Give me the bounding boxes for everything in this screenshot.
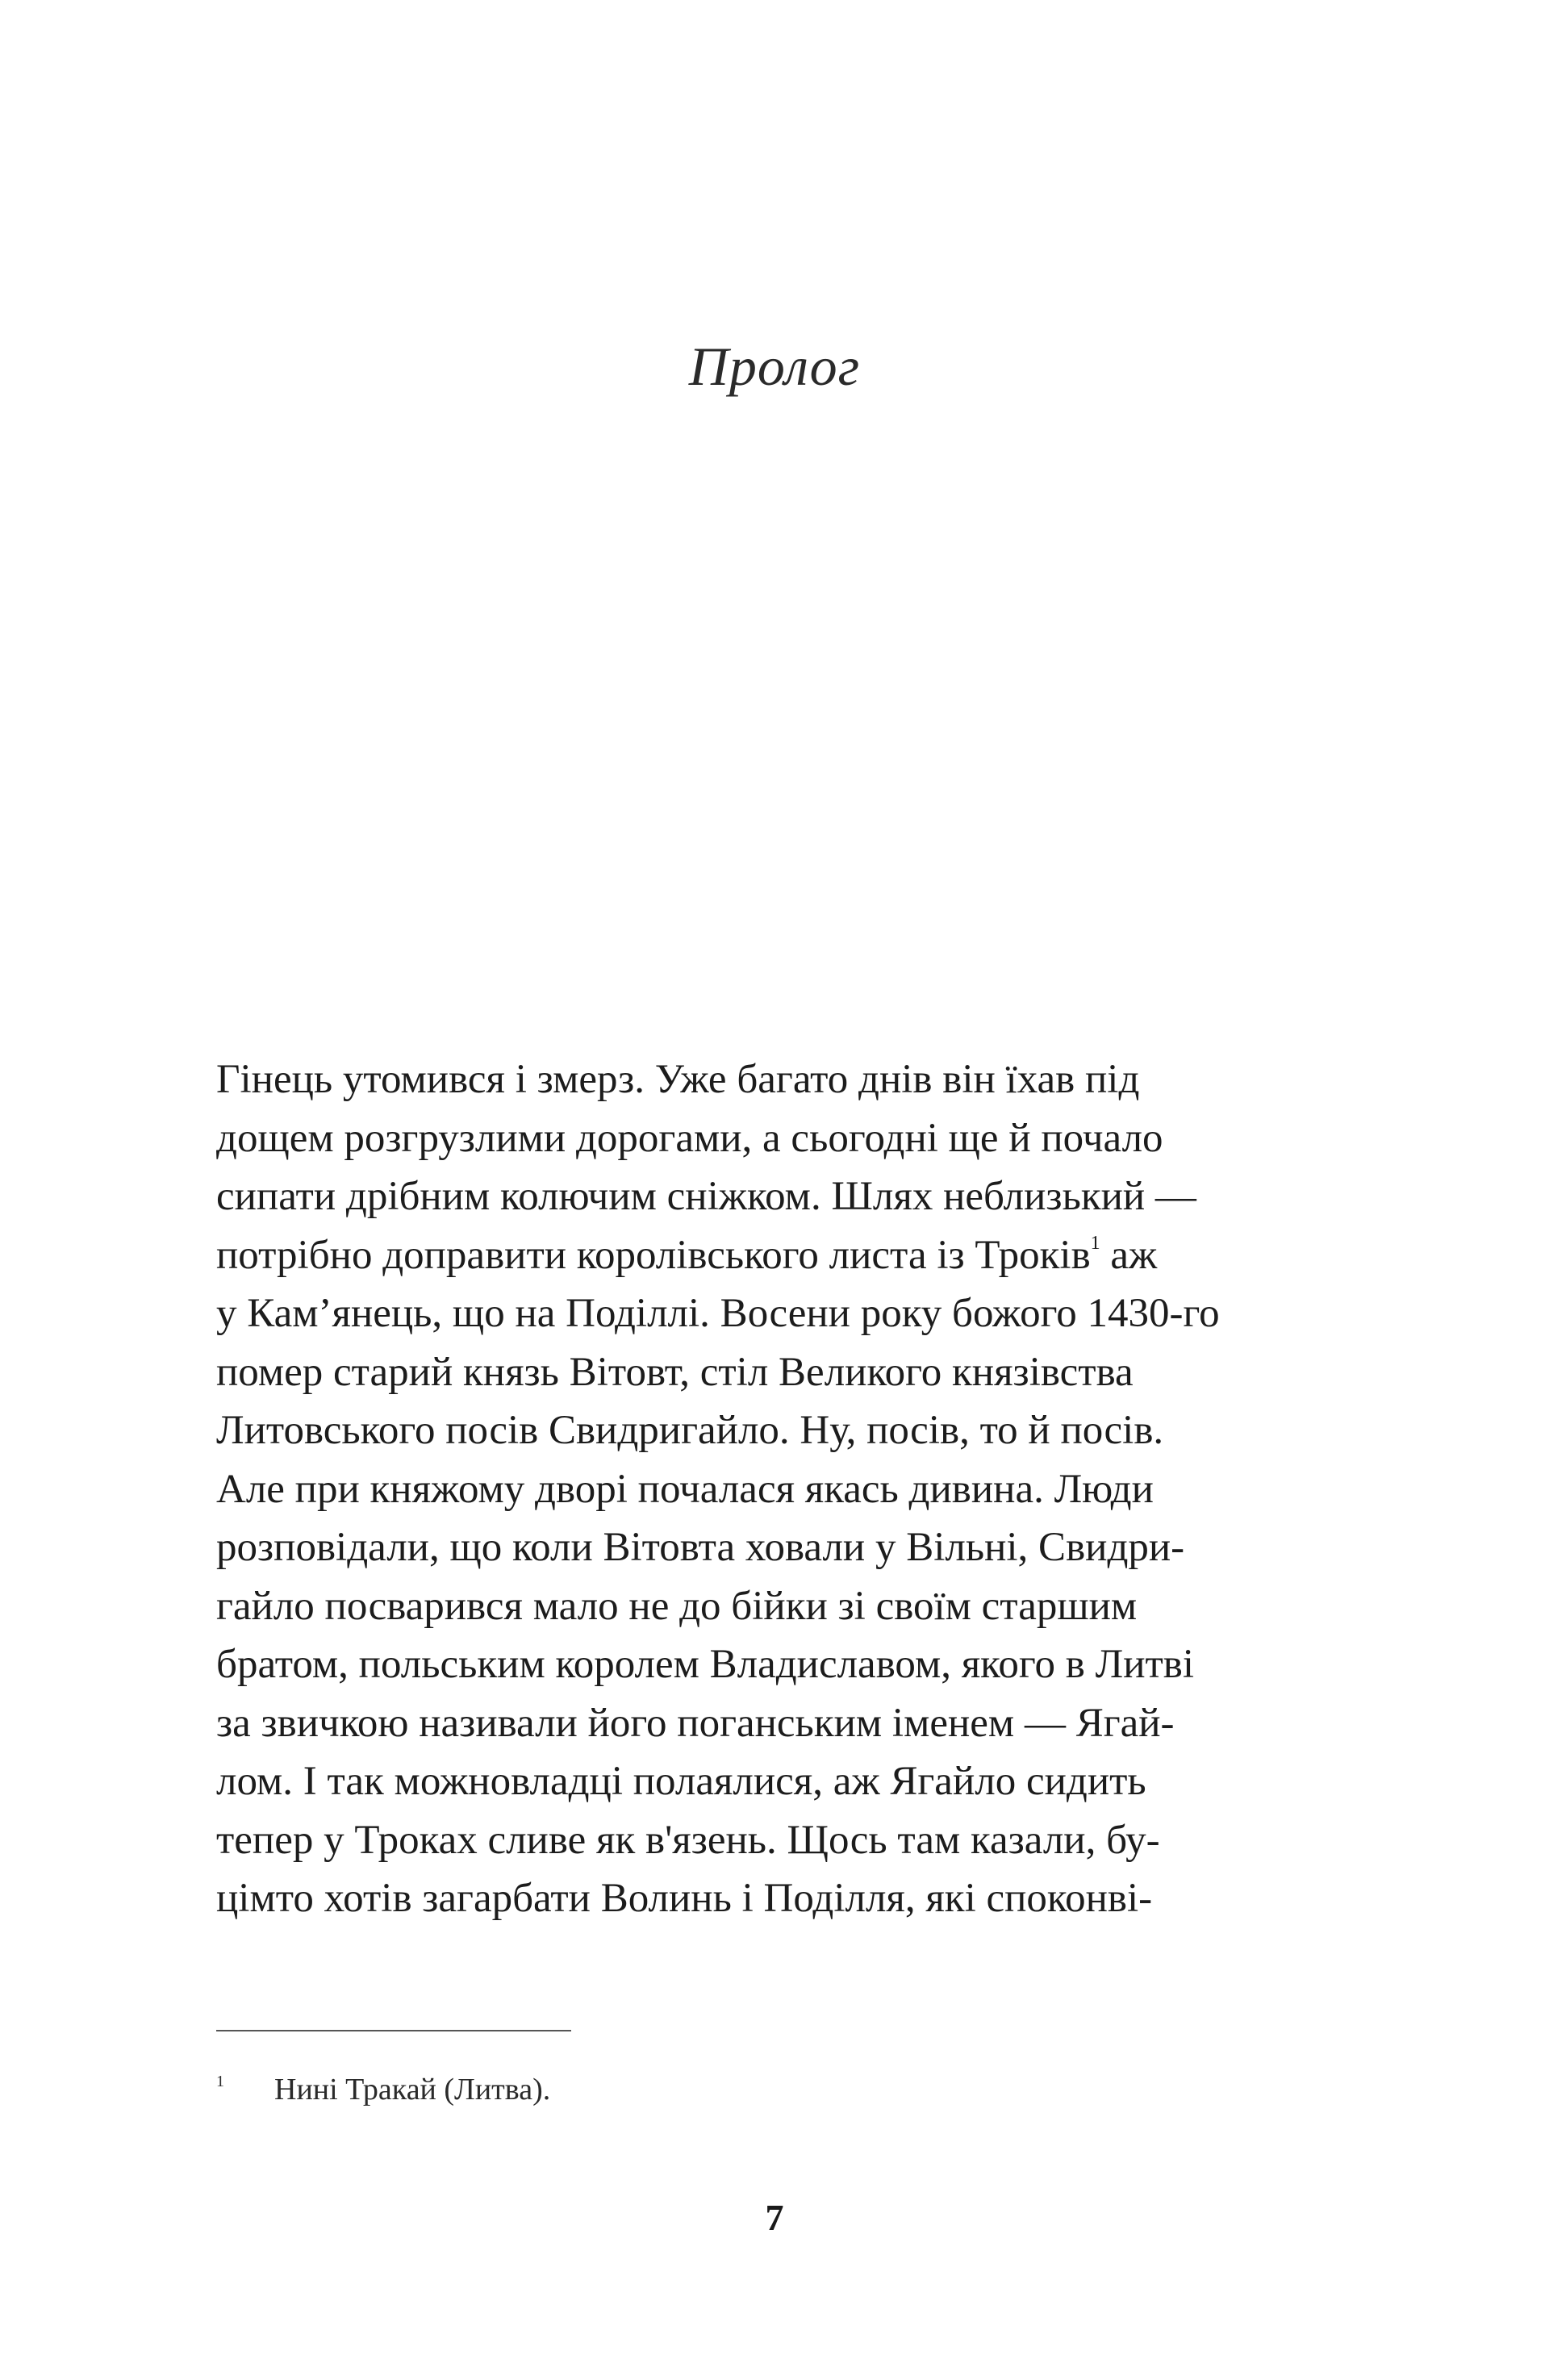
footnote-text: Нині Тракай (Литва). <box>274 2073 551 2107</box>
line-text: Гінець утомився і змерз. Уже багато днів він їхав під <box>216 1057 1140 1102</box>
footnote-reference[interactable]: 1 <box>1090 1232 1100 1254</box>
line-text: сипати дрібним колючим сніжком. Шлях неблизький — <box>216 1174 1196 1219</box>
text-line <box>216 1518 1297 1577</box>
line-text: у Кам’янець, що на Поділлі. Восени року божого 1430-го <box>216 1291 1220 1336</box>
text-line <box>216 1401 1297 1460</box>
body-text <box>216 1050 1297 1928</box>
line-text: дощем розгрузлими дорогами, а сьогодні ще й почало <box>216 1115 1163 1161</box>
text-line <box>216 1109 1297 1168</box>
text-line <box>216 1811 1297 1870</box>
text-line <box>216 1869 1297 1928</box>
text-line <box>216 1284 1297 1343</box>
line-text: Литовського посів Свидригайло. Ну, посів, то й посів. <box>216 1408 1164 1453</box>
text-line <box>216 1577 1297 1636</box>
text-line <box>216 1635 1297 1694</box>
line-text: лом. І так можновладці полаялися, аж Ягайло сидить <box>216 1759 1146 1804</box>
text-line <box>216 1226 1297 1285</box>
line-text: помер старий князь Вітовт, стіл Великого князівства <box>216 1349 1134 1395</box>
page-number: 7 <box>765 2197 784 2238</box>
text-line <box>216 1050 1297 1109</box>
line-text: за звичкою називали його поганським іменем — Ягай- <box>216 1700 1175 1746</box>
line-text: Але при княжому дворі почалася якась дивина. Люди <box>216 1466 1154 1512</box>
line-text-main: потрібно доправити королівського листа із Троків <box>216 1232 1091 1278</box>
text-line <box>216 1694 1297 1753</box>
line-text: цімто хотів загарбати Волинь і Поділля, які споконві- <box>216 1876 1153 1921</box>
footnote-marker: 1 <box>216 2073 224 2090</box>
line-text: братом, польським королем Владиславом, якого в Литві <box>216 1642 1195 1687</box>
chapter-title: Пролог <box>688 336 861 397</box>
line-text: розповідали, що коли Вітовта ховали у Вільні, Свидри- <box>216 1525 1185 1570</box>
line-text <box>216 1226 1157 1285</box>
line-text-tail: аж <box>1110 1232 1158 1278</box>
text-line <box>216 1167 1297 1226</box>
line-text: гайло посварився мало не до бійки зі своїм старшим <box>216 1583 1138 1629</box>
text-line <box>216 1752 1297 1811</box>
footnote-divider <box>216 2030 571 2031</box>
footnote <box>216 2062 550 2109</box>
text-line <box>216 1343 1297 1402</box>
text-line <box>216 1460 1297 1519</box>
line-text: тепер у Троках сливе як в'язень. Щось там казали, бу- <box>216 1817 1160 1863</box>
